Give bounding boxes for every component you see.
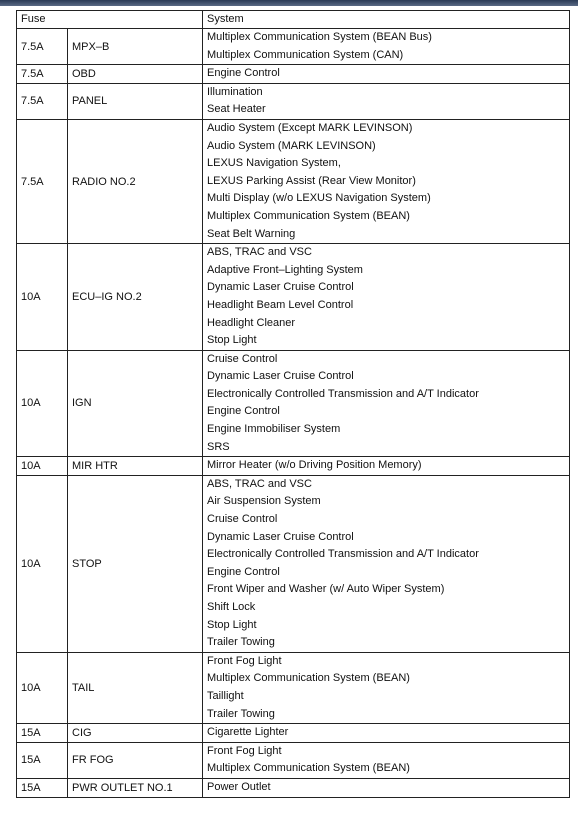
system-item [207, 279, 565, 297]
system-item-line: SRS [207, 440, 230, 453]
system-item [207, 65, 565, 83]
fuse-name: IGN [68, 350, 203, 457]
system-item [207, 351, 565, 369]
system-item-line: LEXUS Parking Assist (Rear View Monitor) [207, 174, 416, 187]
system-item [207, 439, 565, 457]
system-item [207, 653, 565, 671]
system-item-line: Seat Heater [207, 103, 266, 116]
table-row [17, 457, 570, 476]
system-item [207, 244, 565, 262]
fuse-amperage: 15A [17, 742, 68, 778]
system-list [203, 457, 570, 476]
fuse-name: PWR OUTLET NO.1 [68, 778, 203, 797]
fuse-amperage: 7.5A [17, 29, 68, 65]
table-row [17, 65, 570, 84]
table-row [17, 119, 570, 243]
system-list [203, 65, 570, 84]
system-item-line: Power Outlet [207, 780, 271, 793]
system-item-line: Electronically Controlled Transmission and A/T Indicator [207, 387, 479, 400]
table-row [17, 83, 570, 119]
system-list [203, 475, 570, 652]
system-item-line: LEXUS Navigation System, [207, 157, 341, 170]
system-item [207, 120, 565, 138]
fuse-amperage: 7.5A [17, 83, 68, 119]
system-item-line: Trailer Towing [207, 707, 275, 720]
system-item-line: Front Fog Light [207, 654, 282, 667]
fuse-name: MIR HTR [68, 457, 203, 476]
fuse-name: RADIO NO.2 [68, 119, 203, 243]
system-item [207, 760, 565, 778]
fuse-amperage: 10A [17, 244, 68, 351]
system-item [207, 779, 565, 797]
system-item [207, 47, 565, 65]
table-row [17, 475, 570, 652]
system-item-line: Trailer Towing [207, 636, 275, 649]
system-item-line: Headlight Beam Level Control [207, 298, 354, 311]
table-row [17, 350, 570, 457]
system-list [203, 652, 570, 723]
system-item [207, 29, 565, 47]
system-item-line: Multiplex Communication System (BEAN) [207, 762, 410, 775]
fuse-amperage: 7.5A [17, 119, 68, 243]
system-item [207, 368, 565, 386]
system-item [207, 564, 565, 582]
system-item [207, 421, 565, 439]
system-item [207, 101, 565, 119]
system-item-line: Stop Light [207, 334, 257, 347]
system-item-line: Multiplex Communication System (CAN) [207, 48, 404, 61]
system-item-line: Mirror Heater (w/o Driving Position Memory) [207, 459, 422, 472]
system-item [207, 208, 565, 226]
system-item [207, 511, 565, 529]
fuse-name: OBD [68, 65, 203, 84]
fuse-name: MPX–B [68, 29, 203, 65]
system-item [207, 493, 565, 511]
system-item-line: Taillight [207, 689, 244, 702]
system-item [207, 262, 565, 280]
system-item-line: Engine Control [207, 565, 280, 578]
system-item-line: Front Wiper and Washer (w/ Auto Wiper System) [207, 583, 445, 596]
table-body [17, 29, 570, 798]
system-item [207, 581, 565, 599]
system-item-line: Adaptive Front–Lighting System [207, 263, 363, 276]
table-row [17, 244, 570, 351]
fuse-amperage: 10A [17, 475, 68, 652]
fuse-name: FR FOG [68, 742, 203, 778]
system-list [203, 724, 570, 743]
system-item [207, 546, 565, 564]
fuse-amperage: 10A [17, 457, 68, 476]
system-item-line: Dynamic Laser Cruise Control [207, 370, 354, 383]
table-row [17, 742, 570, 778]
fuse-amperage: 10A [17, 350, 68, 457]
system-list [203, 29, 570, 65]
fuse-name: CIG [68, 724, 203, 743]
system-item-line: Audio System (MARK LEVINSON) [207, 139, 376, 152]
system-item-line: Seat Belt Warning [207, 227, 296, 240]
system-item [207, 688, 565, 706]
system-list [203, 350, 570, 457]
system-item-line: Multiplex Communication System (BEAN) [207, 209, 410, 222]
system-item-line: Engine Immobiliser System [207, 423, 341, 436]
fuse-name: STOP [68, 475, 203, 652]
system-item [207, 617, 565, 635]
fuse-name: TAIL [68, 652, 203, 723]
system-item-line: Engine Control [207, 405, 280, 418]
system-item-line: Illumination [207, 85, 263, 98]
system-item [207, 84, 565, 102]
system-list [203, 83, 570, 119]
fuse-table [16, 10, 570, 798]
system-item [207, 706, 565, 724]
table-row [17, 652, 570, 723]
system-item [207, 457, 565, 475]
system-list [203, 119, 570, 243]
system-item-line: Engine Control [207, 67, 280, 80]
system-item-line: Cigarette Lighter [207, 726, 289, 739]
system-item [207, 476, 565, 494]
system-item [207, 724, 565, 742]
top-border-bar [0, 0, 578, 6]
fuse-amperage: 7.5A [17, 65, 68, 84]
system-item [207, 297, 565, 315]
system-item [207, 138, 565, 156]
fuse-amperage: 15A [17, 778, 68, 797]
system-item-line: Cruise Control [207, 513, 278, 526]
system-column-header: System [203, 11, 570, 29]
table-row [17, 778, 570, 797]
system-item [207, 599, 565, 617]
system-item [207, 743, 565, 761]
table-header [17, 11, 570, 29]
system-item [207, 634, 565, 652]
system-item [207, 670, 565, 688]
system-item-line: Shift Lock [207, 601, 256, 613]
system-item-line: Dynamic Laser Cruise Control [207, 530, 354, 543]
system-item-line: ABS, TRAC and VSC [207, 246, 312, 259]
system-item-line: Electronically Controlled Transmission and A/T Indicator [207, 548, 479, 561]
system-item-line: Stop Light [207, 618, 257, 631]
system-item-line: Multiplex Communication System (BEAN Bus) [207, 31, 432, 43]
header-row [17, 11, 570, 29]
system-item-line: ABS, TRAC and VSC [207, 477, 312, 490]
system-list [203, 742, 570, 778]
system-item-line: Multiplex Communication System (BEAN) [207, 672, 410, 685]
system-list [203, 244, 570, 351]
fuse-column-header: Fuse [17, 11, 203, 29]
system-item [207, 315, 565, 333]
fuse-amperage: 15A [17, 724, 68, 743]
system-item [207, 386, 565, 404]
table-row [17, 724, 570, 743]
system-item [207, 190, 565, 208]
system-item-line: Audio System (Except MARK LEVINSON) [207, 121, 413, 134]
fuse-name: PANEL [68, 83, 203, 119]
system-item [207, 403, 565, 421]
system-item [207, 155, 565, 190]
system-list [203, 778, 570, 797]
fuse-name: ECU–IG NO.2 [68, 244, 203, 351]
system-item [207, 332, 565, 350]
fuse-amperage: 10A [17, 652, 68, 723]
system-item-line: Dynamic Laser Cruise Control [207, 281, 354, 294]
system-item-line: Headlight Cleaner [207, 316, 296, 329]
system-item [207, 529, 565, 547]
system-item-line: Air Suspension System [207, 495, 321, 508]
system-item [207, 226, 565, 244]
system-item-line: Cruise Control [207, 352, 278, 365]
system-item-line: Front Fog Light [207, 744, 282, 757]
system-item-line: Multi Display (w/o LEXUS Navigation System) [207, 192, 431, 205]
table-row [17, 29, 570, 65]
